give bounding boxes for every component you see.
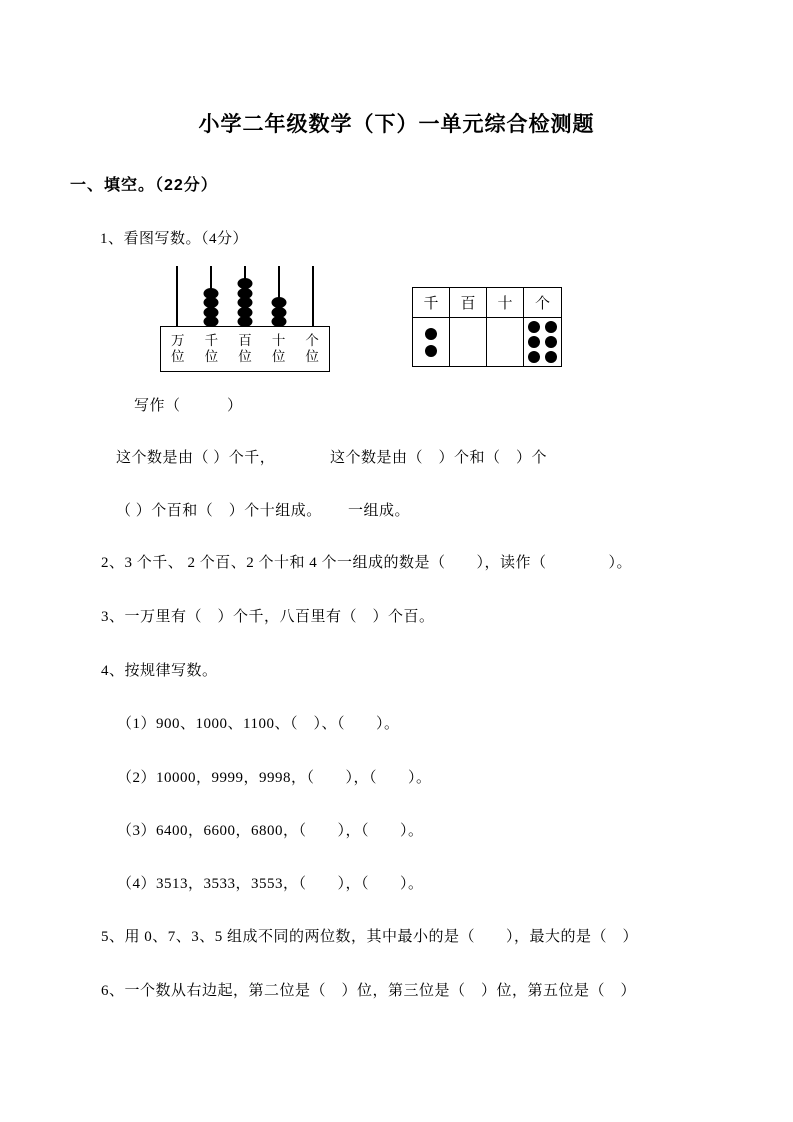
place-value-dot-cell — [524, 318, 561, 366]
question-4-item-1: （1）900、1000、1100、（ ）、（ ）。 — [117, 716, 400, 732]
abacus-rods — [160, 266, 330, 326]
counter-dot — [545, 336, 557, 348]
abacus-figure — [160, 266, 330, 372]
question-3-label: 3、一万里有（ ）个千，八百里有（ ）个百。 — [101, 609, 435, 625]
counter-dot — [528, 336, 540, 348]
abacus-place-label: 万位 — [171, 332, 185, 364]
counter-dot — [545, 321, 557, 333]
question-5-label: 5、用 0、7、3、5 组成不同的两位数，其中最小的是（ ），最大的是（ ） — [101, 929, 639, 945]
write-as-blank: 写作（ ） — [134, 398, 243, 414]
abacus-rod — [176, 266, 178, 327]
abacus-place-label: 十位 — [271, 332, 286, 364]
composition-left-line1: 这个数是由（ ）个千， — [116, 450, 276, 466]
place-value-header-cell: 千 — [413, 288, 450, 318]
composition-right-line2: 一组成。 — [348, 503, 411, 519]
abacus-rod-column — [296, 266, 330, 326]
question-1-label: 1、看图写数。（4分） — [100, 231, 249, 247]
question-4-item-2: （2）10000，9999，9998，（ ），（ ）。 — [117, 770, 432, 786]
abacus-rod-column — [262, 266, 296, 326]
place-value-dot-cell — [450, 318, 487, 366]
counter-dot — [425, 345, 437, 357]
abacus-rod — [312, 266, 314, 327]
place-value-table — [412, 287, 562, 367]
question-4-item-3: （3）6400，6600，6800，（ ），（ ）。 — [117, 823, 424, 839]
place-value-dot-cell — [487, 318, 524, 366]
abacus-place-label: 百位 — [238, 332, 252, 364]
question-4-label: 4、按规律写数。 — [101, 663, 218, 679]
abacus-place-labels-box — [160, 326, 330, 372]
counter-dot — [425, 328, 437, 340]
abacus-place-label: 个位 — [305, 332, 319, 364]
abacus-rod-column — [194, 266, 228, 326]
section-heading: 一、填空。（22分） — [70, 177, 218, 194]
page-title: 小学二年级数学（下）一单元综合检测题 — [198, 113, 595, 136]
place-value-header-cell: 百 — [450, 288, 487, 318]
abacus-rod-column — [228, 266, 262, 326]
composition-right-line1: 这个数是由（ ）个和（ ）个 — [330, 450, 548, 466]
place-value-dot-cell — [413, 318, 450, 366]
place-value-header-cell: 十 — [487, 288, 524, 318]
abacus-rod-column — [160, 266, 194, 326]
counter-dot — [528, 351, 540, 363]
abacus-place-label: 千位 — [204, 332, 219, 364]
question-2-label: 2、3 个千、 2 个百、2 个十和 4 个一组成的数是（ ），读作（ ）。 — [101, 555, 633, 571]
counter-dot — [528, 321, 540, 333]
composition-left-line2: （ ）个百和（ ）个十组成。 — [116, 503, 322, 519]
place-value-header-cell: 个 — [524, 288, 561, 318]
counter-dot — [545, 351, 557, 363]
question-4-item-4: （4）3513，3533，3553，（ ），（ ）。 — [117, 876, 424, 892]
question-6-label: 6、一个数从右边起，第二位是（ ）位，第三位是（ ）位，第五位是（ ） — [101, 983, 637, 999]
